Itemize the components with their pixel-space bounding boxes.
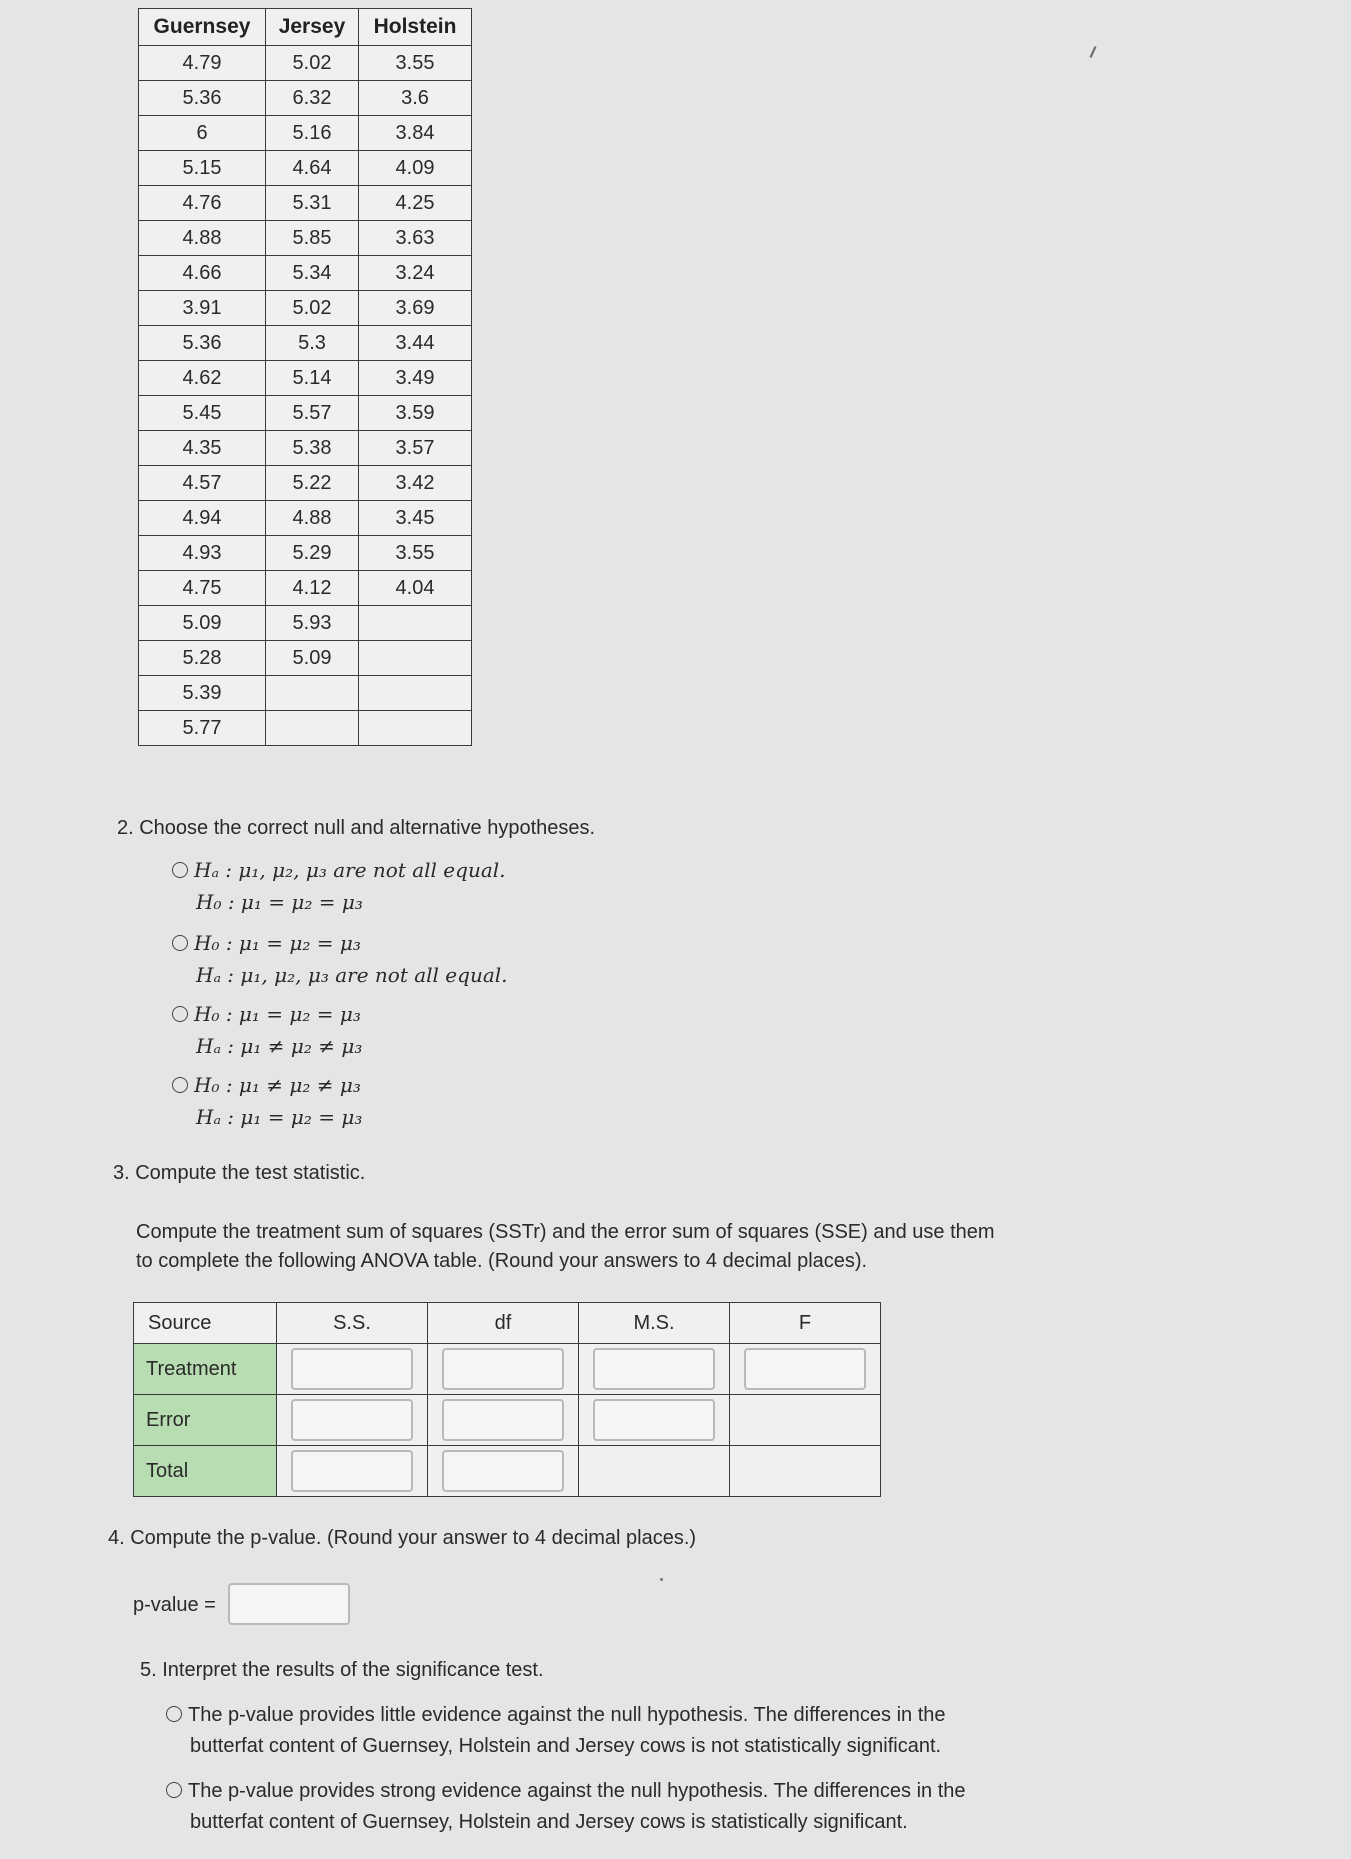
empty-cell xyxy=(579,1446,730,1497)
table-cell: 3.55 xyxy=(359,46,472,81)
table-cell: 5.34 xyxy=(266,256,359,291)
table-cell: 3.59 xyxy=(359,396,472,431)
q2-option-2[interactable] xyxy=(172,928,508,991)
table-cell: 5.14 xyxy=(266,361,359,396)
table-cell: 5.36 xyxy=(139,326,266,361)
q2-option-3-line2: Hₐ : μ₁ ≠ μ₂ ≠ μ₃ xyxy=(196,1034,363,1058)
table-row xyxy=(139,641,472,676)
header-holstein: Holstein xyxy=(359,9,472,46)
table-cell: 5.85 xyxy=(266,221,359,256)
table-cell: 5.02 xyxy=(266,46,359,81)
table-row xyxy=(139,536,472,571)
table-row xyxy=(139,186,472,221)
table-cell: 3.44 xyxy=(359,326,472,361)
treatment-f-input[interactable] xyxy=(744,1348,866,1390)
table-cell: 3.42 xyxy=(359,466,472,501)
q2-option-1-line2: H₀ : μ₁ = μ₂ = μ₃ xyxy=(196,890,363,914)
table-cell: 5.93 xyxy=(266,606,359,641)
q3-prompt: 3. Compute the test statistic. xyxy=(113,1162,366,1184)
table-row xyxy=(139,221,472,256)
error-df-input[interactable] xyxy=(442,1399,564,1441)
table-cell: 5.22 xyxy=(266,466,359,501)
table-row xyxy=(139,396,472,431)
table-cell: 4.64 xyxy=(266,151,359,186)
table-row xyxy=(139,501,472,536)
anova-header-ms: M.S. xyxy=(579,1303,730,1344)
table-row xyxy=(139,711,472,746)
table-cell: 4.88 xyxy=(266,501,359,536)
table-row xyxy=(139,571,472,606)
treatment-ss-input[interactable] xyxy=(291,1348,413,1390)
table-cell: 3.45 xyxy=(359,501,472,536)
table-cell: 5.57 xyxy=(266,396,359,431)
q2-option-1[interactable] xyxy=(172,855,506,918)
anova-row-treatment xyxy=(134,1344,881,1395)
q5-option-1[interactable] xyxy=(166,1700,946,1762)
table-cell: 5.09 xyxy=(139,606,266,641)
row-label-total: Total xyxy=(134,1446,277,1497)
table-cell: 5.77 xyxy=(139,711,266,746)
table-cell: 4.94 xyxy=(139,501,266,536)
empty-cell xyxy=(730,1395,881,1446)
table-cell: 3.91 xyxy=(139,291,266,326)
radio-button[interactable] xyxy=(166,1706,182,1722)
table-cell: 5.15 xyxy=(139,151,266,186)
q5-option-2[interactable] xyxy=(166,1776,966,1838)
row-label-treatment: Treatment xyxy=(134,1344,277,1395)
stray-dot xyxy=(660,1578,663,1581)
table-cell: 4.75 xyxy=(139,571,266,606)
table-cell: 4.62 xyxy=(139,361,266,396)
header-jersey: Jersey xyxy=(266,9,359,46)
q2-option-4[interactable] xyxy=(172,1070,362,1133)
table-row xyxy=(139,606,472,641)
table-row xyxy=(139,291,472,326)
q2-option-1-line1: Hₐ : μ₁, μ₂, μ₃ are not all equal. xyxy=(194,858,506,882)
q2-option-3[interactable] xyxy=(172,999,362,1062)
table-cell: 5.3 xyxy=(266,326,359,361)
q2-option-2-line1: H₀ : μ₁ = μ₂ = μ₃ xyxy=(194,931,361,955)
table-cell: 4.57 xyxy=(139,466,266,501)
treatment-ms-input[interactable] xyxy=(593,1348,715,1390)
table-cell: 4.76 xyxy=(139,186,266,221)
table-row xyxy=(139,46,472,81)
table-cell: 4.12 xyxy=(266,571,359,606)
table-cell: 5.38 xyxy=(266,431,359,466)
table-cell: 3.69 xyxy=(359,291,472,326)
radio-button[interactable] xyxy=(172,935,188,951)
radio-button[interactable] xyxy=(166,1782,182,1798)
p-value-label: p-value = xyxy=(133,1594,216,1616)
p-value-input[interactable] xyxy=(228,1583,350,1625)
table-cell: 5.02 xyxy=(266,291,359,326)
butterfat-data-table xyxy=(138,8,472,746)
anova-row-total xyxy=(134,1446,881,1497)
treatment-df-input[interactable] xyxy=(442,1348,564,1390)
q4-prompt: 4. Compute the p-value. (Round your answer to 4 decimal places.) xyxy=(108,1527,697,1549)
table-cell xyxy=(266,676,359,711)
table-cell: 4.88 xyxy=(139,221,266,256)
anova-header-source: Source xyxy=(134,1303,277,1344)
table-cell: 3.49 xyxy=(359,361,472,396)
q5-prompt: 5. Interpret the results of the significance test. xyxy=(140,1659,544,1681)
table-cell: 5.45 xyxy=(139,396,266,431)
q2-prompt: 2. Choose the correct null and alternative hypotheses. xyxy=(117,817,596,839)
table-cell xyxy=(359,606,472,641)
table-row xyxy=(139,81,472,116)
q2-option-3-line1: H₀ : μ₁ = μ₂ = μ₃ xyxy=(194,1002,361,1026)
table-cell: 4.04 xyxy=(359,571,472,606)
total-df-input[interactable] xyxy=(442,1450,564,1492)
anova-header-df: df xyxy=(428,1303,579,1344)
q2-option-4-line1: H₀ : μ₁ ≠ μ₂ ≠ μ₃ xyxy=(194,1073,361,1097)
total-ss-input[interactable] xyxy=(291,1450,413,1492)
table-cell: 6 xyxy=(139,116,266,151)
q5-option-2-line2: butterfat content of Guernsey, Holstein and Jersey cows is statistically significant. xyxy=(190,1811,908,1833)
table-row xyxy=(139,326,472,361)
anova-header xyxy=(134,1303,881,1344)
radio-button[interactable] xyxy=(172,1006,188,1022)
table-cell: 5.29 xyxy=(266,536,359,571)
table-cell: 5.36 xyxy=(139,81,266,116)
table-cell: 3.84 xyxy=(359,116,472,151)
table-cell xyxy=(266,711,359,746)
header-guernsey: Guernsey xyxy=(139,9,266,46)
table-cell: 4.93 xyxy=(139,536,266,571)
q2-option-4-line2: Hₐ : μ₁ = μ₂ = μ₃ xyxy=(196,1105,363,1129)
table-row xyxy=(139,676,472,711)
table-cell: 3.57 xyxy=(359,431,472,466)
table-cell xyxy=(359,641,472,676)
table-cell: 5.31 xyxy=(266,186,359,221)
empty-cell xyxy=(730,1446,881,1497)
anova-header-ss: S.S. xyxy=(277,1303,428,1344)
table-cell: 3.24 xyxy=(359,256,472,291)
table-cell: 3.63 xyxy=(359,221,472,256)
q2-option-2-line2: Hₐ : μ₁, μ₂, μ₃ are not all equal. xyxy=(196,963,508,987)
error-ms-input[interactable] xyxy=(593,1399,715,1441)
error-ss-input[interactable] xyxy=(291,1399,413,1441)
table-cell: 4.79 xyxy=(139,46,266,81)
radio-button[interactable] xyxy=(172,1077,188,1093)
table-cell: 5.16 xyxy=(266,116,359,151)
row-label-error: Error xyxy=(134,1395,277,1446)
table-row xyxy=(139,466,472,501)
table-cell: 3.6 xyxy=(359,81,472,116)
stray-mark xyxy=(1090,46,1097,58)
anova-table xyxy=(133,1302,881,1497)
table-row xyxy=(139,361,472,396)
table-cell xyxy=(359,676,472,711)
table-row xyxy=(139,431,472,466)
table-cell: 4.35 xyxy=(139,431,266,466)
table-cell: 6.32 xyxy=(266,81,359,116)
table-row xyxy=(139,116,472,151)
table-cell: 5.39 xyxy=(139,676,266,711)
table-cell: 3.55 xyxy=(359,536,472,571)
table-cell: 4.25 xyxy=(359,186,472,221)
table-cell: 5.09 xyxy=(266,641,359,676)
q3-instructions: Compute the treatment sum of squares (SSTr) and the error sum of squares (SSE) and use them to complete the following ANOVA table. (Round your answers to 4 decimal places). xyxy=(136,1221,995,1272)
table-cell: 4.66 xyxy=(139,256,266,291)
table-row xyxy=(139,256,472,291)
table-cell: 5.28 xyxy=(139,641,266,676)
q5-option-1-line2: butterfat content of Guernsey, Holstein and Jersey cows is not statistically significant. xyxy=(190,1735,942,1757)
table-cell: 4.09 xyxy=(359,151,472,186)
q5-option-2-line1: The p-value provides strong evidence against the null hypothesis. The differences in the xyxy=(188,1780,966,1802)
table-row xyxy=(139,151,472,186)
data-table-header xyxy=(139,9,472,46)
anova-header-f: F xyxy=(730,1303,881,1344)
q5-option-1-line1: The p-value provides little evidence against the null hypothesis. The differences in the xyxy=(188,1704,946,1726)
anova-row-error xyxy=(134,1395,881,1446)
radio-button[interactable] xyxy=(172,862,188,878)
table-cell xyxy=(359,711,472,746)
